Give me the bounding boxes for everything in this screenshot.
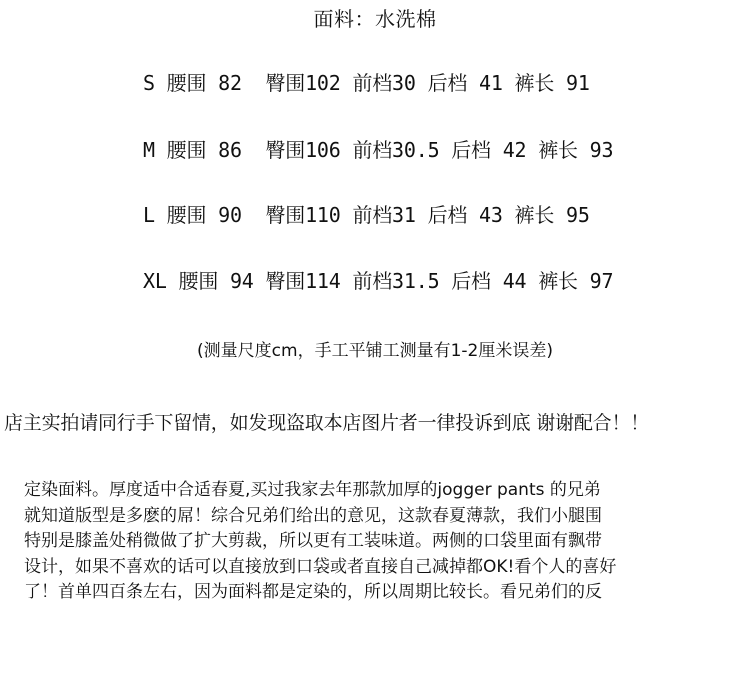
anti-theft-notice: 店主实拍请同行手下留情，如发现盗取本店图片者一律投诉到底 谢谢配合！！ bbox=[4, 412, 650, 434]
description-line: 定染面料。厚度适中合适春夏,买过我家去年那款加厚的jogger pants 的兄弟 bbox=[24, 480, 601, 500]
fabric-title: 面料：水洗棉 bbox=[313, 7, 437, 31]
description-line: 就知道版型是多麽的屌！综合兄弟们给出的意见，这款春夏薄款，我们小腿围 bbox=[24, 505, 602, 526]
size-row-xl: XL 腰围 94 臀围114 前档31.5 后档 44 裤长 97 bbox=[143, 269, 614, 293]
description-line: 特别是膝盖处稍微做了扩大剪裁，所以更有工装味道。两侧的口袋里面有飘带 bbox=[24, 531, 602, 551]
description-line: 设计，如果不喜欢的话可以直接放到口袋或者直接自己减掉都OK!看个人的喜好 bbox=[24, 556, 617, 577]
size-row-m: M 腰围 86 臀围106 前档30.5 后档 42 裤长 93 bbox=[143, 138, 614, 162]
size-row-s: S 腰围 82 臀围102 前档30 后档 41 裤长 91 bbox=[143, 71, 590, 95]
description-line: 了！首单四百条左右，因为面料都是定染的，所以周期比较长。看兄弟们的反 bbox=[24, 582, 602, 602]
measurement-note: (测量尺度cm，手工平铺工测量有1-2厘米误差) bbox=[197, 341, 553, 361]
size-row-l: L 腰围 90 臀围110 前档31 后档 43 裤长 95 bbox=[143, 203, 590, 227]
product-description bbox=[24, 478, 730, 606]
